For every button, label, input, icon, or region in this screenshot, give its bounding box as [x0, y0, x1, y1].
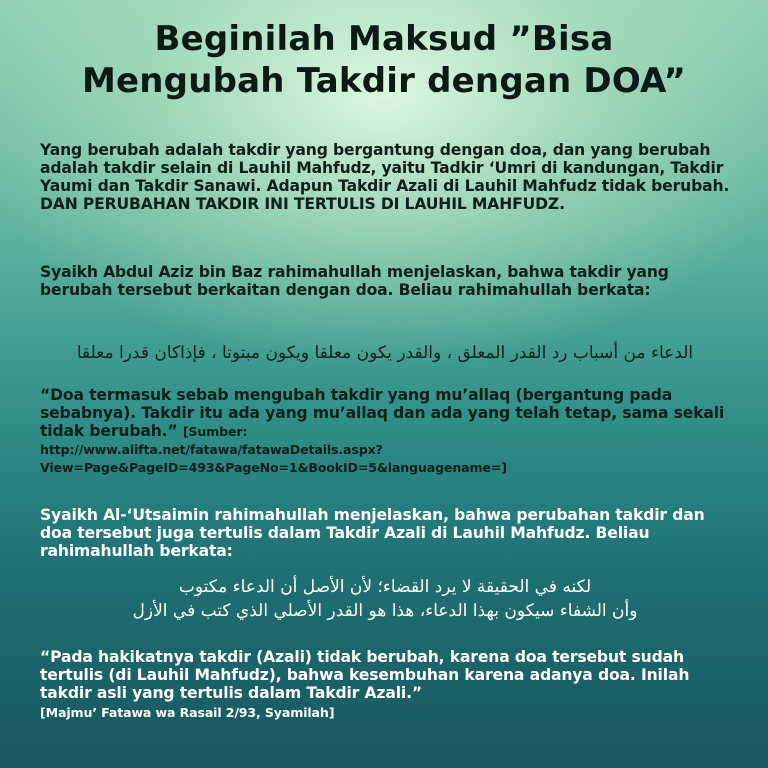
page-title [0, 18, 768, 102]
source-reference: [Majmu’ Fatawa wa Rasail 2/93, Syamilah] [40, 705, 335, 720]
arabic-quote-utsaimin-line-2: وأن الشفاء سيكون بهذا الدعاء، هذا هو القدر الأصلي الذي كتب في الأزل [132, 601, 638, 621]
paragraph-bin-baz-intro: Syaikh Abdul Aziz bin Baz rahimahullah menjelaskan, bahwa takdir yang berubah tersebut berkaitan dengan doa. Beliau rahimahullah berkata: [40, 263, 669, 299]
source-url: http://www.alifta.net/fatawa/fatawaDetails.aspx?View=Page&PageID=493&PageNo=1&BookID=5&languagename=] [40, 442, 507, 475]
title-line-1: Beginilah Maksud ”Bisa [154, 19, 614, 59]
quote-utsaimin-text: “Pada hakikatnya takdir (Azali) tidak berubah, karena doa tersebut sudah tertulis (di Lauhil Mahfudz), bahwa kesembuhan karena adanya doa. Inilah takdir asli yang tertulis dalam Takdir Azali.” [40, 648, 690, 702]
quote-utsaimin-translation [40, 648, 730, 722]
paragraph-takdir-berubah: Yang berubah adalah takdir yang bergantung dengan doa, dan yang berubah adalah takdir selain di Lauhil Mahfudz, yaitu Tadkir ‘Umri di kandungan, Takdir Yaumi dan Takdir Sanawi. Adapun Takdir Azali di Lauhil Mahfudz tidak berubah. DAN PERUBAHAN TAKDIR INI TERTULIS DI LAUHIL MAHFUDZ. [40, 141, 730, 213]
arabic-quote-utsaimin-line-1: لكنه في الحقيقة لا يرد القضاء؛ لأن الأصل أن الدعاء مكتوب [178, 577, 592, 597]
paragraph-utsaimin-intro: Syaikh Al-‘Utsaimin rahimahullah menjelaskan, bahwa perubahan takdir dan doa tersebut juga tertulis dalam Takdir Azali di Lauhil Mahfudz. Beliau rahimahullah berkata: [40, 506, 705, 560]
source-label: [Sumber: [182, 424, 248, 439]
quote-bin-baz-translation [40, 386, 730, 477]
quote-bin-baz-text: “Doa termasuk sebab mengubah takdir yang mu’allaq (bergantung pada sebabnya). Takdir itu ada yang mu’allaq dan ada yang telah tetap, sama sekali tidak berubah.” [40, 386, 725, 440]
arabic-quote-bin-baz: الدعاء من أسباب رد القدر المعلق ، والقدر يكون معلقا ويكون مبتوتا ، فإذاكان قدرا معلقا [76, 343, 694, 363]
title-line-2: Mengubah Takdir dengan DOA” [81, 61, 686, 101]
